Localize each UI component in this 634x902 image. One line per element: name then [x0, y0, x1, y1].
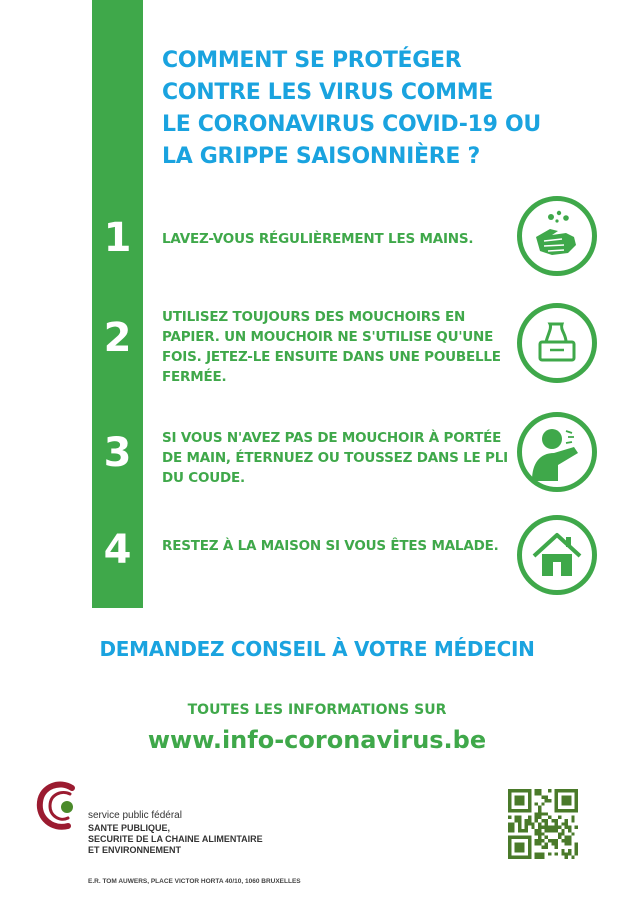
step-4-text — [162, 536, 502, 556]
step-line: RESTEZ À LA MAISON SI VOUS ÊTES MALADE. — [162, 538, 499, 554]
sneeze-elbow-icon — [517, 412, 597, 492]
step-line: FOIS. JETEZ-LE ENSUITE DANS UNE POUBELLE — [162, 349, 501, 365]
title-line: LA GRIPPE SAISONNIÈRE ? — [162, 144, 480, 169]
step-line: DE MAIN, ÉTERNUEZ OU TOUSSEZ DANS LE PLI — [162, 450, 508, 466]
department-line: SECURITE DE LA CHAINE ALIMENTAIRE — [88, 834, 263, 844]
green-side-bar — [92, 0, 143, 608]
title-line: CONTRE LES VIRUS COMME — [162, 80, 494, 105]
step-2-number: 2 — [103, 315, 132, 361]
handwashing-icon — [517, 196, 597, 276]
step-4-number: 4 — [103, 527, 132, 573]
step-1-number: 1 — [103, 215, 132, 261]
service-name: service public fédéral — [88, 810, 182, 821]
info-label: TOUTES LES INFORMATIONS SUR — [187, 702, 447, 718]
website-link[interactable]: www.info-coronavirus.be — [147, 726, 487, 754]
tissue-box-icon — [517, 303, 597, 383]
editor-responsible: E.R. TOM AUWERS, PLACE VICTOR HORTA 40/10, 1060 BRUXELLES — [88, 878, 301, 885]
department-line: SANTE PUBLIQUE, — [88, 823, 171, 833]
qr-code[interactable] — [508, 789, 578, 859]
step-line: PAPIER. UN MOUCHOIR NE S'UTILISE QU'UNE — [162, 329, 494, 345]
step-line: FERMÉE. — [162, 369, 227, 385]
step-1-text — [162, 229, 502, 249]
step-3-number: 3 — [103, 430, 132, 476]
title-line: COMMENT SE PROTÉGER — [162, 48, 462, 73]
step-line: LAVEZ-VOUS RÉGULIÈREMENT LES MAINS. — [162, 231, 474, 247]
house-icon — [517, 515, 597, 595]
step-2-text — [162, 307, 502, 387]
step-line: UTILISEZ TOUJOURS DES MOUCHOIRS EN — [162, 309, 466, 325]
page-title — [162, 45, 582, 173]
advice-heading: DEMANDEZ CONSEIL À VOTRE MÉDECIN — [99, 637, 535, 661]
department-line: ET ENVIRONNEMENT — [88, 845, 182, 855]
step-line: SI VOUS N'AVEZ PAS DE MOUCHOIR À PORTÉE — [162, 430, 502, 446]
title-line: LE CORONAVIRUS COVID-19 OU — [162, 112, 541, 137]
department-name — [88, 823, 263, 856]
step-3-text — [162, 428, 508, 488]
federal-service-logo — [36, 780, 86, 832]
step-line: DU COUDE. — [162, 470, 245, 486]
